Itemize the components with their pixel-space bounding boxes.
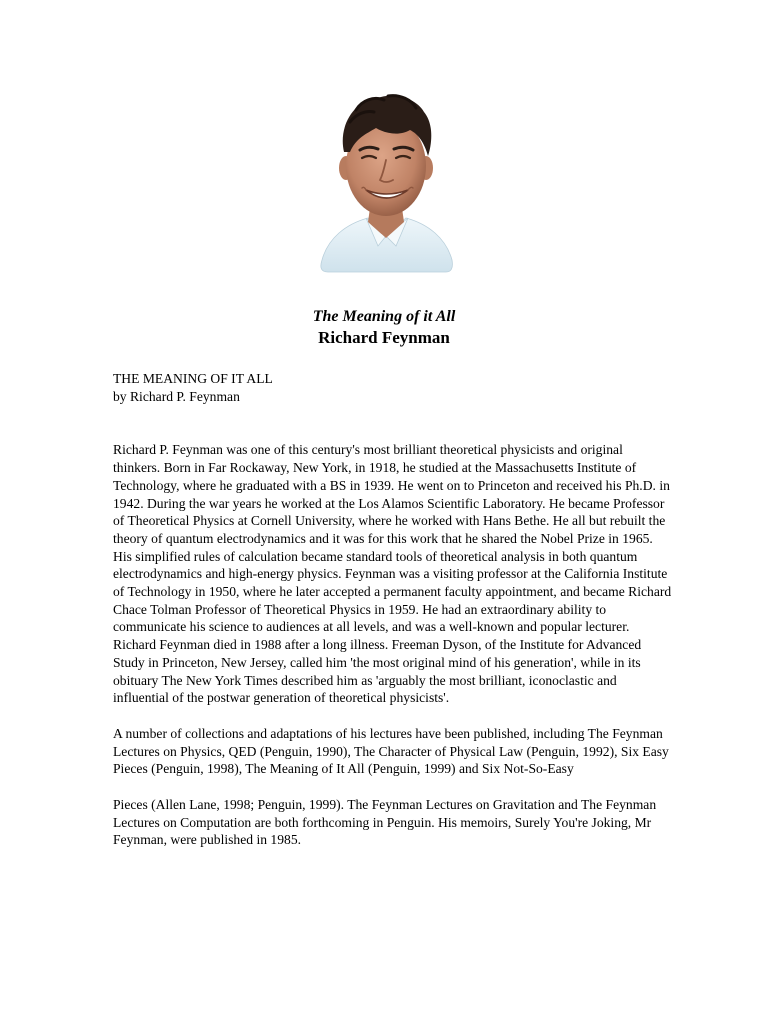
author-name: Richard Feynman (318, 328, 450, 347)
document-body (113, 370, 673, 849)
author-portrait (316, 90, 456, 274)
paragraph-publications: A number of collections and adaptations of his lectures have been published, including The Feynman Lectures on Physics, QED (Penguin, 1990), The Character of Physical Law (Penguin, 1992), Six Easy Pieces (Penguin, 1998), The Meaning of It All (Penguin, 1999) and Six Not-So-Easy (113, 725, 669, 777)
byline: by Richard P. Feynman (113, 388, 240, 404)
title-block (0, 307, 768, 349)
book-title: The Meaning of it All (312, 308, 456, 325)
paragraph-biography: Richard P. Feynman was one of this century's most brilliant theoretical physicists and original thinkers. Born in Far Rockaway, New York, in 1918, he studied at the Massachusetts Institute of Technology, where he graduated with a BS in 1939. He went on to Princeton and received his Ph.D. in 1942. During the war years he worked at the Los Alamos Scientific Laboratory. He became Professor of Theoretical Physics at Cornell University, where he worked with Hans Bethe. He all but rebuilt the theory of quantum electrodynamics and it was for this work that he shared the Nobel Prize in 1965. His simplified rules of calculation became standard tools of theoretical analysis in both quantum electrodynamics and high-energy physics. Feynman was a visiting professor at the California Institute of Technology in 1950, where he later accepted a permanent faculty appointment, and became Richard Chace Tolman Professor of Theoretical Physics in 1959. He had an extraordinary ability to communicate his science to audiences at all levels, and was a well-known and popular lecturer. Richard Feynman died in 1988 after a long illness. Freeman Dyson, of the Institute for Advanced Study in Princeton, New Jersey, called him 'the most original mind of his generation', while in its obituary The New York Times described him as 'arguably the most brilliant, iconoclastic and influential of the postwar generation of theoretical physicists'. (113, 442, 672, 706)
paragraph-memoirs: Pieces (Allen Lane, 1998; Penguin, 1999). The Feynman Lectures on Gravitation and The Feynman Lectures on Computation are both forthcoming in Penguin. His memoirs, Surely You're Joking, Mr Feynman, were published in 1985. (113, 797, 657, 848)
title-caps: THE MEANING OF IT ALL (113, 371, 273, 386)
